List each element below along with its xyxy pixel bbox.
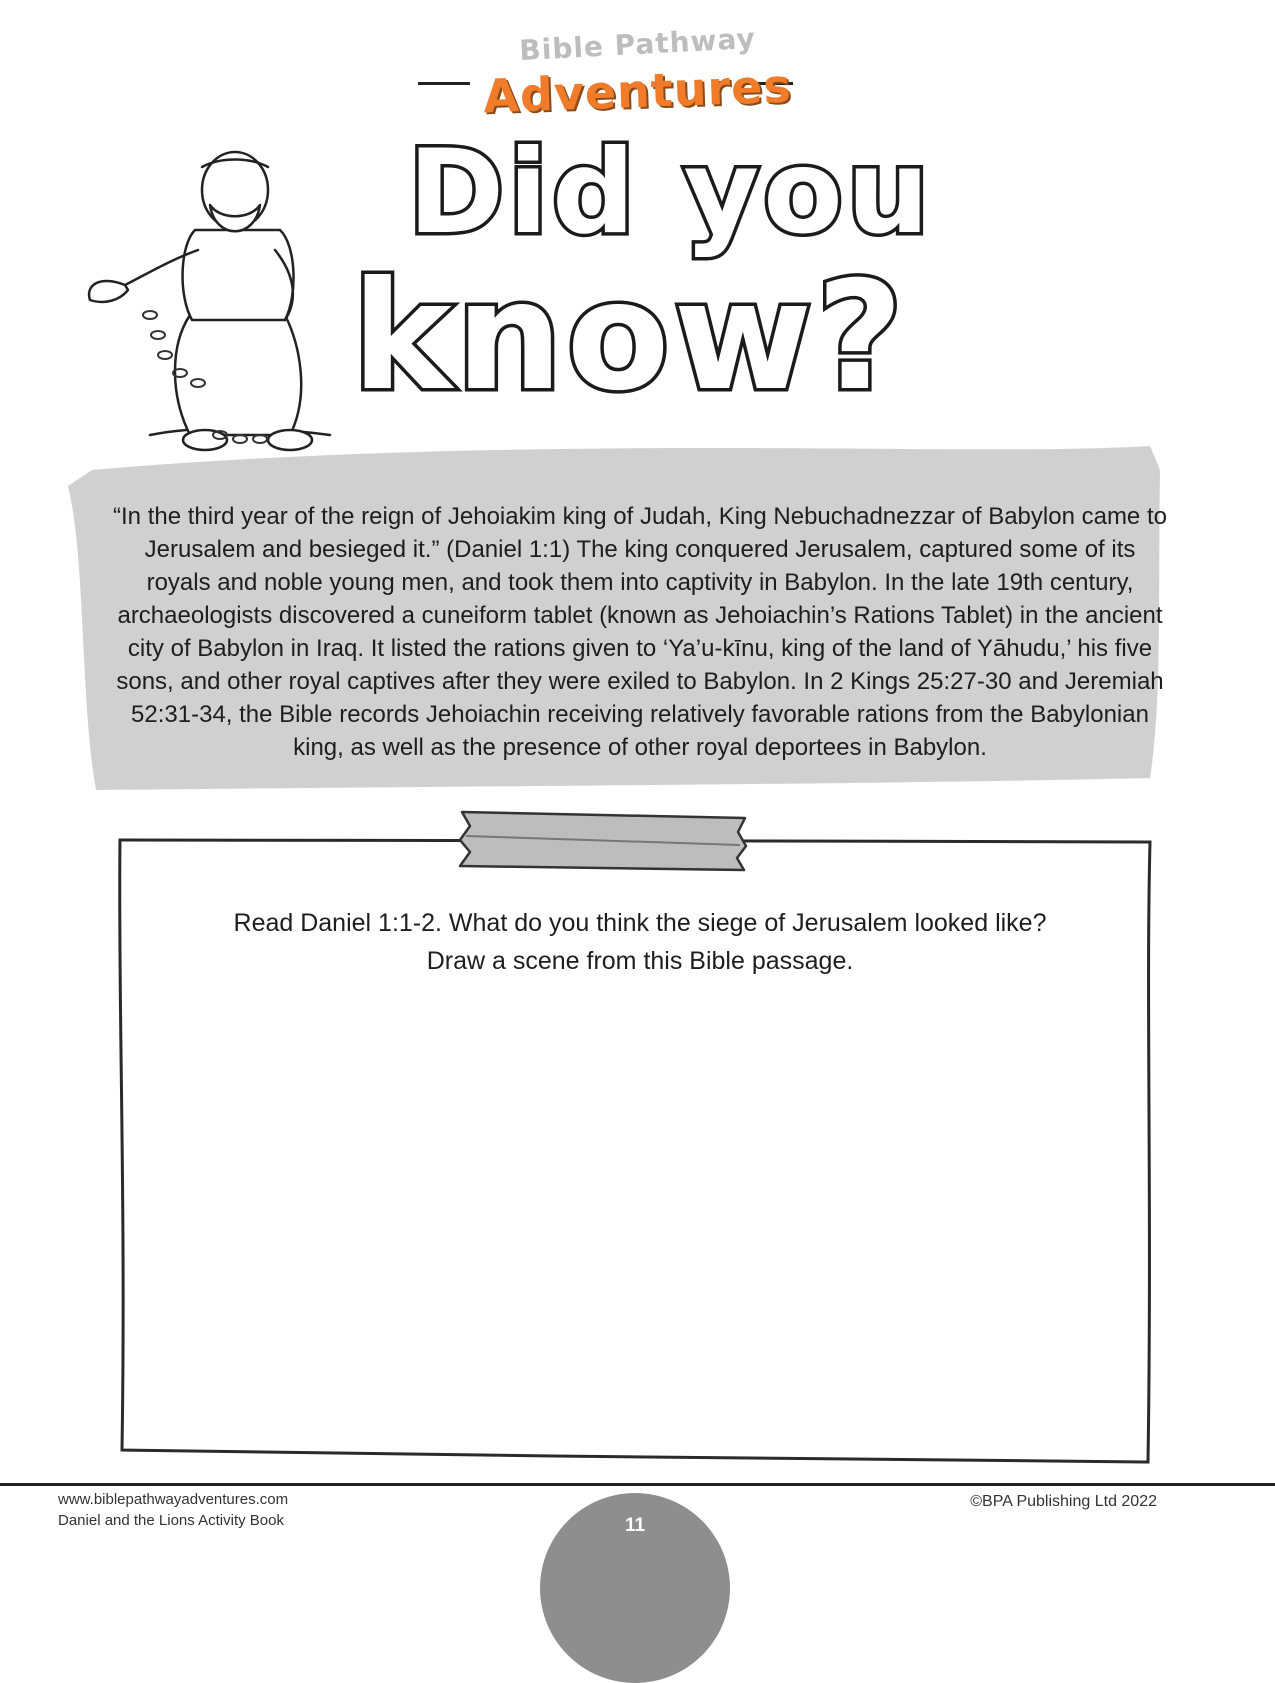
title-line-2: know? xyxy=(352,250,908,424)
footer-rule xyxy=(0,1483,1275,1486)
logo-main-text: Adventures xyxy=(482,58,793,124)
logo-top-text: Bible Pathway xyxy=(518,21,757,68)
activity-prompt xyxy=(150,904,1130,980)
page-number: 11 xyxy=(624,1515,646,1536)
title-line-1: Did you xyxy=(408,125,934,260)
page-number-badge xyxy=(540,1493,730,1683)
info-paragraph: “In the third year of the reign of Jehoiakim king of Judah, King Nebuchadnezzar of Babylon came to Jerusalem and besieged it.” (Daniel 1:1) The king conquered Jerusalem, captured some of its royals and noble young men, and took them into captivity in Babylon. In the late 19th century, archaeologists discovered a cuneiform tablet (known as Jehoiachin’s Rations Tablet) in the ancient city of Babylon in Iraq. It listed the rations given to ‘Ya’u-kīnu, king of the land of Yāhudu,’ his five sons, and other royal captives after they were exiled to Babylon. In 2 Kings 25:27-30 and Jeremiah 52:31-34, the Bible records Jehoiachin receiving relatively favorable rations from the Babylonian king, as well as the presence of other royal deportees in Babylon. xyxy=(113,503,1167,761)
footer-book-title: Daniel and the Lions Activity Book xyxy=(58,1512,284,1529)
activity-prompt-line-2: Draw a scene from this Bible passage. xyxy=(426,947,854,975)
footer-website: www.biblepathwayadventures.com xyxy=(58,1491,289,1508)
activity-prompt-line-1: Read Daniel 1:1-2. What do you think the siege of Jerusalem looked like? xyxy=(233,909,1047,937)
footer-copyright: ©BPA Publishing Ltd 2022 xyxy=(970,1493,1157,1510)
